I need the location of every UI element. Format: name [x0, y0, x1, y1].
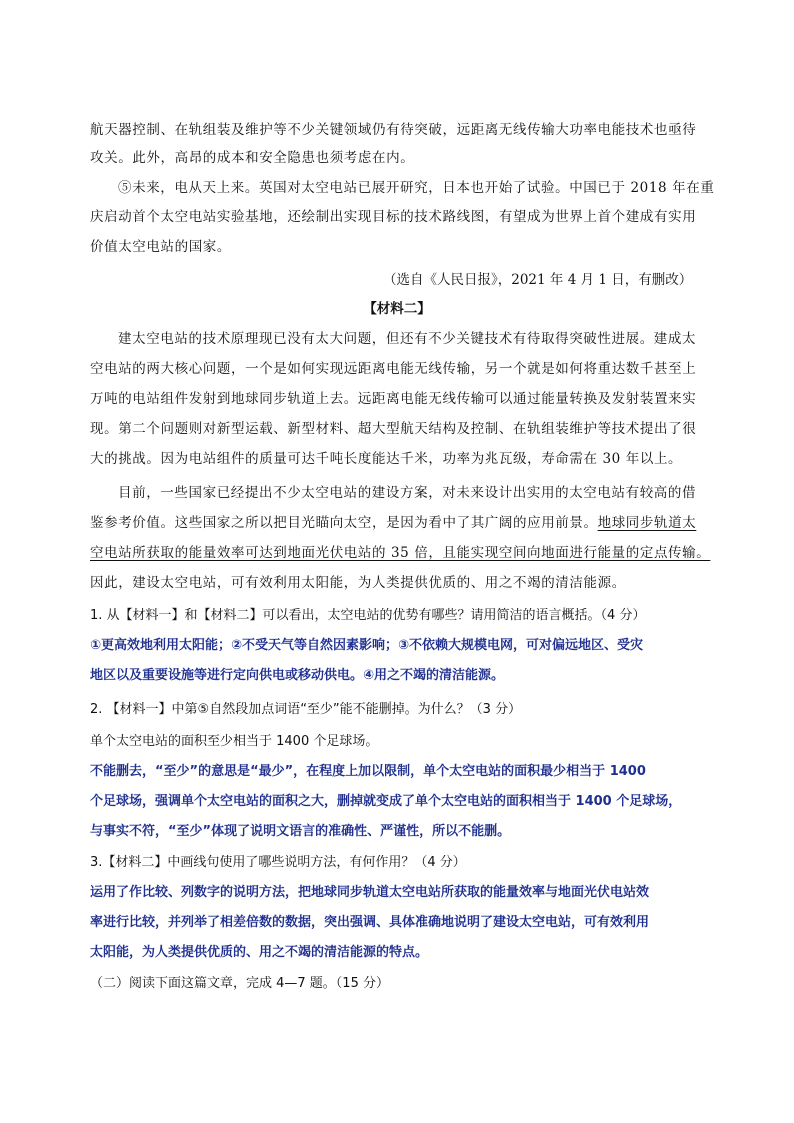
- question-2-quote: 单个太空电站的面积至少相当于 1400 个足球场。: [90, 734, 379, 749]
- material-2-heading: 【材料二】: [363, 301, 431, 317]
- m2-line-4: 现。第二个问题则对新型运载、新型材料、超大型航天结构及控制、在轨组装维护等技术提出了很: [90, 421, 697, 437]
- answer-2-line-2: 个足球场，强调单个太空电站的面积之大，删掉就变成了单个太空电站的面积相当于 1400 个足球场，: [90, 794, 682, 809]
- m2-line-5: 大的挑战。因为电站组件的质量可达千吨长度能达千米，功率为兆瓦级，寿命需在 30 年以上。: [90, 451, 683, 467]
- question-3: 3.【材料二】中画线句使用了哪些说明方法，有何作用？（4 分）: [90, 855, 466, 870]
- answer-1-line-2: 地区以及重要设施等进行定向供电或移动供电。④用之不竭的清洁能源。: [90, 668, 505, 683]
- answer-2-line-3: 与事实不符，“至少”体现了说明文语言的准确性、严谨性，所以不能删。: [90, 824, 511, 839]
- m2-line-6: 目前，一些国家已经提出不少太空电站的建设方案，对未来设计出实用的太空电站有较高的借: [118, 485, 697, 501]
- underlined-sentence-part-1: 地球同步轨道太: [597, 515, 697, 531]
- m2-line-2: 空电站的两大核心问题，一个是如何实现远距离电能无线传输，另一个就是如何将重达数千甚至上: [90, 361, 697, 377]
- question-2: 2. 【材料一】中第⑤自然段加点词语“至少”能不能删掉。为什么？（3 分）: [90, 702, 522, 717]
- m2-line-7: 鉴参考价值。这些国家之所以把目光瞄向太空，是因为看中了其广阔的应用前景。地球同步轨道太: [90, 515, 697, 531]
- question-1: 1. 从【材料一】和【材料二】可以看出，太空电站的优势有哪些？请用简洁的语言概括。（4 分）: [90, 608, 646, 623]
- m1-line-5: 价值太空电站的国家。: [90, 239, 231, 255]
- answer-1-line-1: ①更高效地利用太阳能；②不受天气等自然因素影响；③不依赖大规模电网，可对偏远地区、受灾: [90, 638, 644, 653]
- m2-line-3: 万吨的电站组件发射到地球同步轨道上去。远距离电能无线传输可以通过能量转换及发射装置来实: [90, 391, 697, 407]
- m2-line-1: 建太空电站的技术原理现已没有太大问题，但还有不少关键技术有待取得突破性进展。建成太: [118, 331, 697, 347]
- answer-2-line-1: 不能删去，“至少”的意思是“最少”，在程度上加以限制，单个太空电站的面积最少相当于 1400: [90, 764, 646, 779]
- section-2-heading: （二）阅读下面这篇文章，完成 4—7 题。（15 分）: [90, 976, 389, 991]
- m1-line-4: 庆启动首个太空电站实验基地，还绘制出实现目标的技术路线图，有望成为世界上首个建成有实用: [90, 209, 697, 225]
- m1-line-2: 攻关。此外，高昂的成本和安全隐患也须考虑在内。: [90, 150, 415, 166]
- answer-3-line-2: 率进行比较，并列举了相差倍数的数据，突出强调、具体准确地说明了建设太空电站，可有效利用: [90, 915, 650, 930]
- m1-line-1: 航天器控制、在轨组装及维护等不少关键领域仍有待突破，远距离无线传输大功率电能技术也亟待: [90, 122, 697, 138]
- underlined-sentence-part-2: 空电站所获取的能量效率可达到地面光伏电站的 35 倍，且能实现空间向地面进行能量的定点传输。: [90, 545, 711, 561]
- source-citation: （选自《人民日报》，2021 年 4 月 1 日，有删改）: [383, 272, 693, 288]
- answer-3-line-1: 运用了作比较、列数字的说明方法，把地球同步轨道太空电站所获取的能量效率与地面光伏电站效: [90, 885, 650, 900]
- answer-3-line-3: 太阳能，为人类提供优质的、用之不竭的清洁能源的特点。: [90, 945, 429, 960]
- m1-line-3: ⑤未来，电从天上来。英国对太空电站已展开研究，日本也开始了试验。中国已于 2018 年在重: [118, 180, 715, 196]
- m2-line-9: 因此，建设太空电站，可有效利用太阳能，为人类提供优质的、用之不竭的清洁能源。: [90, 575, 626, 591]
